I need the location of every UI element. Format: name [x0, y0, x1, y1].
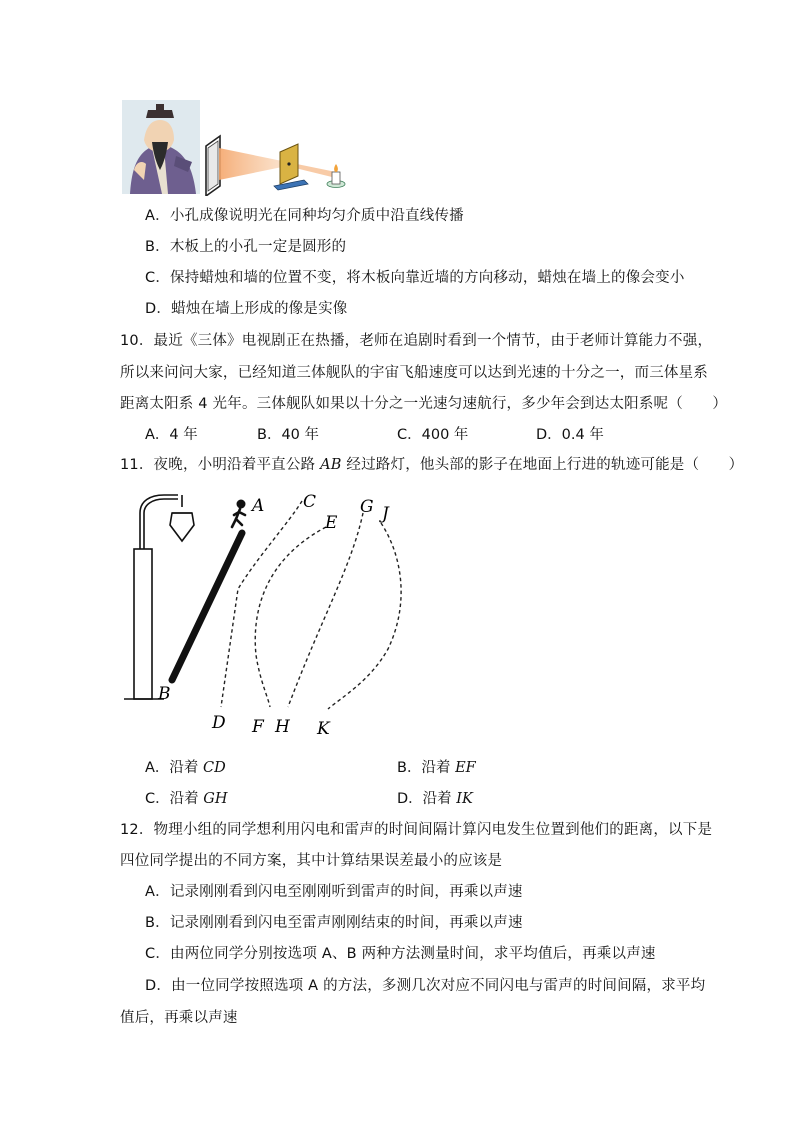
q11-option-b: [397, 758, 476, 778]
streetlight-shadow-figure: [120, 485, 420, 745]
walking-person-icon: [232, 500, 246, 528]
q11-stem: [120, 455, 743, 475]
q12-option-c: C．由两位同学分别按选项 A、B 两种方法测量时间，求平均值后，再乘以声速: [145, 946, 656, 962]
label-a: A: [252, 496, 265, 516]
q10-option-c: C．400 年: [397, 427, 469, 443]
label-j: J: [382, 504, 389, 524]
q10-option-b: B．40 年: [257, 427, 320, 443]
label-d: D: [212, 713, 226, 733]
trajectory-ef: [255, 527, 326, 707]
q12-option-d: D．由一位同学按照选项 A 的方法，多测几次对应不同闪电与雷声的时间间隔，求平均: [145, 978, 706, 994]
q10-stem-line-1: 10．最近《三体》电视剧正在热播，老师在追剧时看到一个情节，由于老师计算能力不强，: [120, 333, 713, 349]
label-k: K: [317, 719, 330, 739]
light-beam-left: [219, 148, 287, 180]
q11-stem-after: 经过路灯，他头部的影子在地面上行进的轨迹可能是（ ）: [341, 457, 744, 473]
road-ab: [172, 533, 242, 680]
q10-option-d: D．0.4 年: [536, 427, 604, 443]
q11-option-d-prefix: D．沿着: [397, 791, 457, 807]
q9-option-c: C．保持蜡烛和墙的位置不变，将木板向靠近墙的方向移动，蜡烛在墙上的像会变小: [145, 270, 685, 286]
q11-road-label: AB: [320, 457, 342, 473]
label-f: F: [252, 717, 264, 737]
scholar-illustration: [122, 100, 200, 194]
trajectory-cd: [221, 501, 302, 707]
q9-option-b: B．木板上的小孔一定是圆形的: [145, 239, 347, 255]
q12-stem-line-2: 四位同学提出的不同方案，其中计算结果误差最小的应该是: [120, 853, 503, 869]
q12-option-b: B．记录刚刚看到闪电至雷声刚刚结束的时间，再乘以声速: [145, 915, 523, 931]
pinhole-figure: [122, 100, 358, 196]
wall-screen: [206, 136, 220, 196]
label-g: G: [360, 497, 374, 517]
trajectory-gh: [288, 513, 363, 707]
q12-option-d-continued: 值后，再乘以声速: [120, 1010, 238, 1026]
q11-option-a: [145, 758, 226, 778]
label-b: B: [158, 684, 171, 704]
q9-option-a: A．小孔成像说明光在同种均匀介质中沿直线传播: [145, 208, 464, 224]
label-h: H: [275, 717, 290, 737]
q11-option-d: [397, 789, 473, 809]
label-c: C: [303, 492, 317, 512]
q9-option-d: D．蜡烛在墙上形成的像是实像: [145, 301, 348, 317]
trajectory-jk: [328, 523, 401, 709]
street-lamp: [124, 495, 194, 699]
q11-stem-before: 11．夜晚，小明沿着平直公路: [120, 457, 321, 473]
q11-option-d-path: IK: [456, 791, 473, 807]
q10-stem-line-3: 距离太阳系 4 光年。三体舰队如果以十分之一光速匀速航行，多少年会到达太阳系呢（ ）: [120, 396, 728, 412]
label-e: E: [325, 513, 338, 533]
q11-option-a-prefix: A．沿着: [145, 760, 204, 776]
q11-option-c-path: GH: [203, 791, 228, 807]
q11-option-c: [145, 789, 227, 809]
q10-stem-line-2: 所以来问问大家，已经知道三体舰队的宇宙飞船速度可以达到光速的十分之一，而三体星系: [120, 365, 708, 381]
q10-option-a: A．4 年: [145, 427, 198, 443]
q11-option-a-path: CD: [203, 760, 226, 776]
q11-option-b-path: EF: [455, 760, 476, 776]
q11-option-c-prefix: C．沿着: [145, 791, 204, 807]
q11-option-b-prefix: B．沿着: [397, 760, 456, 776]
q12-option-a: A．记录刚刚看到闪电至刚刚听到雷声的时间，再乘以声速: [145, 884, 523, 900]
q12-stem-line-1: 12．物理小组的同学想利用闪电和雷声的时间间隔计算闪电发生位置到他们的距离，以下是: [120, 822, 713, 838]
